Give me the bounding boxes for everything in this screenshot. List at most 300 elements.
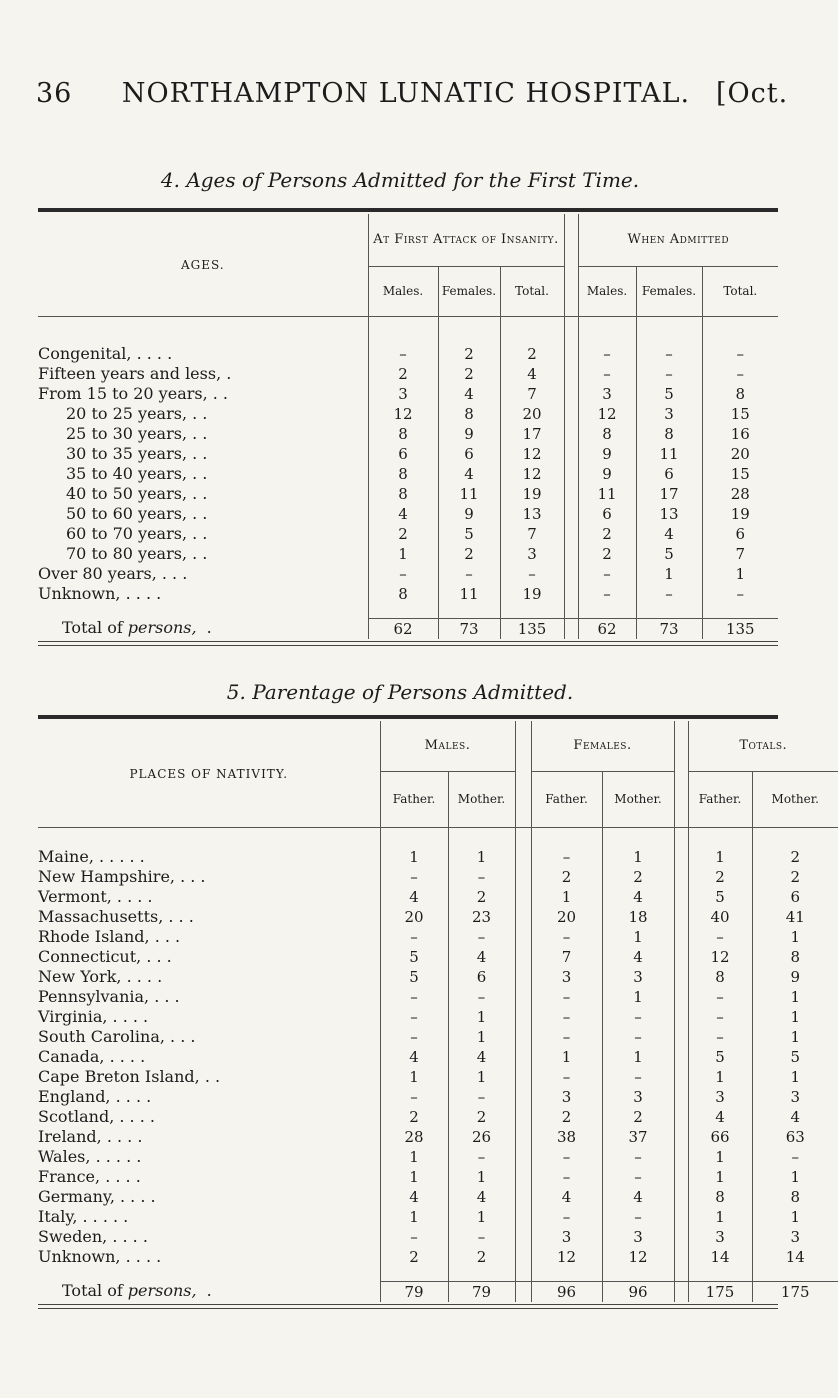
nativity-row: [38, 847, 838, 867]
table-cell: 1: [790, 988, 801, 1006]
table-cell: –: [380, 1007, 448, 1027]
nativity-row: [38, 1107, 838, 1127]
table-cell: 3: [578, 384, 636, 404]
column-gap: [515, 1107, 531, 1127]
table-cell: 7: [500, 524, 564, 544]
table-cell: 4: [438, 464, 500, 484]
table-cell: 1: [448, 847, 515, 867]
table-cell: 2: [438, 544, 500, 564]
table-cell: 11: [438, 584, 500, 604]
table-cell: –: [448, 987, 515, 1007]
table-cell: 20: [531, 907, 602, 927]
row-label: Connecticut, . . .: [38, 947, 172, 966]
table-cell: –: [688, 1007, 752, 1027]
row-label: Maine, . . . . .: [38, 847, 145, 866]
nativity-row: [38, 1007, 838, 1027]
table-cell: 2: [790, 848, 801, 866]
column-gap: [564, 344, 578, 364]
table1-col-header: Females.: [636, 266, 702, 316]
table-cell: 5: [636, 544, 702, 564]
table-cell: 20: [380, 907, 448, 927]
row-label: Wales, . . . . .: [38, 1147, 142, 1166]
nativity-row: [38, 1147, 838, 1167]
table-cell: 175: [688, 1281, 752, 1302]
table-cell: 11: [578, 484, 636, 504]
table-cell: 2: [688, 867, 752, 887]
table-cell: 8: [368, 584, 438, 604]
row-label: France, . . . .: [38, 1167, 141, 1186]
table-cell: –: [688, 927, 752, 947]
table-cell: –: [380, 987, 448, 1007]
column-gap: [674, 907, 688, 927]
column-gap: [674, 1107, 688, 1127]
page-header: [36, 78, 789, 109]
table-cell: 3: [602, 1227, 674, 1247]
row-label: 20 to 25 years, . .: [66, 404, 208, 423]
column-gap: [515, 1167, 531, 1187]
table-cell: 3: [688, 1227, 752, 1247]
row-label: New York, . . . .: [38, 967, 163, 986]
column-gap: [564, 464, 578, 484]
ages-row: [38, 484, 778, 504]
table-cell: 28: [730, 485, 750, 503]
table-cell: –: [368, 344, 438, 364]
table-cell: 1: [448, 1067, 515, 1087]
row-label: 40 to 50 years, . .: [66, 484, 208, 503]
table2-group-totals: Totals.: [688, 721, 838, 771]
table-cell: 12: [500, 464, 564, 484]
nativity-row: [38, 987, 838, 1007]
table-cell: –: [636, 344, 702, 364]
row-label: Cape Breton Island, . .: [38, 1067, 221, 1086]
ages-table: [38, 214, 778, 639]
table-cell: 2: [448, 887, 515, 907]
table-cell: –: [380, 1027, 448, 1047]
table-cell: 5: [790, 1048, 801, 1066]
table-cell: –: [448, 1227, 515, 1247]
table-cell: –: [531, 927, 602, 947]
column-gap: [564, 404, 578, 424]
table-cell: 16: [730, 425, 750, 443]
total-label-part: persons,: [127, 1281, 197, 1301]
table-cell: 2: [531, 867, 602, 887]
ages-row: [38, 564, 778, 584]
ages-row: [38, 404, 778, 424]
table-cell: 6: [438, 444, 500, 464]
row-label: Over 80 years, . . .: [38, 564, 188, 583]
row-label: Fifteen years and less, .: [38, 364, 232, 383]
column-gap: [674, 1127, 688, 1147]
table-cell: 37: [602, 1127, 674, 1147]
column-gap: [564, 544, 578, 564]
table-bottom-rule: [38, 1304, 778, 1309]
table-cell: –: [380, 1227, 448, 1247]
table-cell: 12: [602, 1247, 674, 1267]
table-cell: –: [380, 867, 448, 887]
nativity-row: [38, 1047, 838, 1067]
column-gap: [674, 1067, 688, 1087]
total-label-part: Total of: [62, 618, 123, 638]
table-cell: 13: [636, 504, 702, 524]
column-gap: [674, 1281, 688, 1302]
table-cell: 3: [636, 404, 702, 424]
table-cell: 1: [380, 1147, 448, 1167]
table-cell: –: [578, 364, 636, 384]
table-cell: 1: [790, 1208, 801, 1226]
nativity-row: [38, 1247, 838, 1267]
table2-col-header: Mother.: [602, 771, 674, 827]
table-cell: –: [531, 1147, 602, 1167]
table-cell: 7: [531, 947, 602, 967]
table-cell: 6: [636, 464, 702, 484]
table-cell: –: [531, 1167, 602, 1187]
table-cell: 8: [735, 385, 746, 403]
table-cell: 26: [448, 1127, 515, 1147]
table-cell: 14: [688, 1247, 752, 1267]
column-gap: [564, 584, 578, 604]
column-gap: [515, 1227, 531, 1247]
table2-top-rule: [38, 715, 778, 719]
table-cell: 15: [730, 405, 750, 423]
table-cell: 8: [790, 948, 801, 966]
table1-col-header: Total.: [723, 284, 758, 298]
nativity-row: [38, 907, 838, 927]
nativity-row: [38, 1227, 838, 1247]
column-gap: [564, 484, 578, 504]
column-gap: [515, 887, 531, 907]
table-cell: 9: [438, 504, 500, 524]
table1-group-when-admitted: When Admitted: [578, 214, 778, 266]
table-cell: 66: [688, 1127, 752, 1147]
table-cell: 2: [380, 1107, 448, 1127]
table-cell: 1: [380, 1207, 448, 1227]
table-cell: 135: [500, 618, 564, 639]
table-cell: –: [791, 1148, 799, 1166]
table2-caption: 5. Parentage of Persons Admitted.: [226, 680, 574, 704]
table-cell: 7: [500, 384, 564, 404]
table-cell: 2: [602, 867, 674, 887]
table2-col-header: Mother.: [448, 771, 515, 827]
column-gap: [674, 1247, 688, 1267]
table-cell: –: [368, 564, 438, 584]
column-gap: [564, 444, 578, 464]
total-label: [38, 1281, 380, 1302]
table-cell: 135: [702, 618, 778, 639]
table-cell: 2: [790, 868, 801, 886]
row-label: 35 to 40 years, . .: [66, 464, 208, 483]
column-gap: [674, 1007, 688, 1027]
column-gap: [515, 1047, 531, 1067]
table-cell: –: [578, 564, 636, 584]
nativity-row: [38, 1087, 838, 1107]
table-cell: 79: [448, 1281, 515, 1302]
table-cell: 2: [368, 524, 438, 544]
table-cell: 5: [688, 887, 752, 907]
table-cell: 3: [531, 1087, 602, 1107]
table-cell: 4: [602, 1187, 674, 1207]
table-cell: 3: [500, 544, 564, 564]
table-cell: 2: [368, 364, 438, 384]
nativity-row: [38, 1067, 838, 1087]
table-cell: 19: [730, 505, 750, 523]
table2-group-males: Males.: [380, 721, 515, 771]
column-gap: [674, 1147, 688, 1167]
table-cell: 1: [448, 1207, 515, 1227]
table-cell: 12: [531, 1247, 602, 1267]
table-cell: 4: [380, 1047, 448, 1067]
column-gap: [674, 927, 688, 947]
table-cell: 6: [368, 444, 438, 464]
table-cell: 1: [602, 847, 674, 867]
column-gap: [564, 424, 578, 444]
column-gap: [515, 987, 531, 1007]
table-cell: 3: [368, 384, 438, 404]
table-cell: 20: [500, 404, 564, 424]
table-cell: 2: [380, 1247, 448, 1267]
table-cell: 6: [578, 504, 636, 524]
table-cell: 9: [578, 464, 636, 484]
column-gap: [515, 1127, 531, 1147]
table-cell: 4: [368, 504, 438, 524]
table-cell: 18: [602, 907, 674, 927]
table-cell: 12: [688, 947, 752, 967]
table-cell: 2: [448, 1247, 515, 1267]
table-cell: 8: [438, 404, 500, 424]
parentage-table: [38, 721, 838, 1302]
column-gap: [515, 1067, 531, 1087]
table2-group-females: Females.: [531, 721, 674, 771]
column-gap: [674, 1047, 688, 1067]
row-label: Massachusetts, . . .: [38, 907, 194, 926]
row-label: Italy, . . . . .: [38, 1207, 129, 1226]
column-gap: [674, 847, 688, 867]
table-cell: 5: [380, 967, 448, 987]
nativity-row: [38, 1127, 838, 1147]
table-cell: 2: [578, 524, 636, 544]
column-gap: [515, 927, 531, 947]
table-cell: 3: [688, 1087, 752, 1107]
table-cell: 20: [730, 445, 750, 463]
column-gap: [564, 564, 578, 584]
column-gap: [674, 1227, 688, 1247]
page-number: 36: [36, 78, 73, 109]
table-cell: 5: [636, 384, 702, 404]
table-cell: 1: [636, 564, 702, 584]
table-cell: –: [380, 927, 448, 947]
column-gap: [515, 967, 531, 987]
table-cell: –: [602, 1027, 674, 1047]
table-cell: 1: [448, 1007, 515, 1027]
table-cell: 17: [636, 484, 702, 504]
spacer-row: [38, 604, 778, 618]
table-cell: 4: [448, 947, 515, 967]
row-label: South Carolina, . . .: [38, 1027, 196, 1046]
ages-row: [38, 544, 778, 564]
ages-row: [38, 364, 778, 384]
table-cell: 73: [636, 618, 702, 639]
table-cell: 2: [531, 1107, 602, 1127]
ages-row: [38, 524, 778, 544]
row-label: Rhode Island, . . .: [38, 927, 181, 946]
table-cell: 1: [448, 1027, 515, 1047]
table-cell: 1: [790, 1068, 801, 1086]
table-cell: 40: [688, 907, 752, 927]
table-cell: 1: [790, 1168, 801, 1186]
table-cell: 1: [790, 1008, 801, 1026]
table-cell: 4: [380, 887, 448, 907]
table-cell: –: [448, 927, 515, 947]
table-cell: 19: [500, 584, 564, 604]
table-cell: 4: [602, 947, 674, 967]
row-label: From 15 to 20 years, . .: [38, 384, 229, 403]
table-cell: 2: [578, 544, 636, 564]
table-cell: 8: [688, 1187, 752, 1207]
table-cell: –: [736, 585, 745, 603]
table-cell: 1: [602, 987, 674, 1007]
column-gap: [515, 1247, 531, 1267]
running-month: [Oct.: [716, 78, 789, 109]
table-cell: 73: [438, 618, 500, 639]
table-bottom-rule: [38, 641, 778, 646]
table-cell: 19: [500, 484, 564, 504]
column-gap: [674, 1207, 688, 1227]
table-cell: –: [602, 1007, 674, 1027]
table-cell: –: [636, 584, 702, 604]
table-cell: 1: [380, 1067, 448, 1087]
row-label: New Hampshire, . . .: [38, 867, 206, 886]
table-cell: 6: [448, 967, 515, 987]
table1-row-header: AGES.: [180, 257, 225, 272]
table-cell: 1: [368, 544, 438, 564]
table-cell: 1: [448, 1167, 515, 1187]
column-gap: [674, 1187, 688, 1207]
table-cell: 38: [531, 1127, 602, 1147]
table-cell: 28: [380, 1127, 448, 1147]
row-label: Congenital, . . . .: [38, 344, 173, 363]
table-cell: 2: [438, 364, 500, 384]
column-gap: [515, 947, 531, 967]
table-cell: 3: [790, 1228, 801, 1246]
ages-row: [38, 504, 778, 524]
table-cell: 79: [380, 1281, 448, 1302]
table-cell: 11: [636, 444, 702, 464]
table-cell: 1: [735, 565, 746, 583]
ages-row: [38, 424, 778, 444]
table-cell: 15: [730, 465, 750, 483]
table-cell: 2: [602, 1107, 674, 1127]
column-gap: [674, 887, 688, 907]
nativity-row: [38, 887, 838, 907]
table-cell: –: [448, 1147, 515, 1167]
total-label-part: .: [206, 1281, 212, 1301]
row-label: 30 to 35 years, . .: [66, 444, 208, 463]
row-label: 60 to 70 years, . .: [66, 524, 208, 543]
table-cell: 8: [636, 424, 702, 444]
column-gap: [564, 504, 578, 524]
table-cell: 9: [790, 968, 801, 986]
row-label: Virginia, . . . .: [38, 1007, 149, 1026]
column-gap: [564, 524, 578, 544]
column-gap: [674, 987, 688, 1007]
spacer-row: [38, 1267, 838, 1281]
table-cell: 4: [500, 364, 564, 384]
table-cell: 96: [602, 1281, 674, 1302]
column-gap: [674, 1167, 688, 1187]
table-cell: 62: [368, 618, 438, 639]
table1-group-first-attack: At First Attack of Insanity.: [368, 214, 564, 266]
table-cell: 3: [602, 1087, 674, 1107]
table-cell: 6: [735, 525, 746, 543]
table-cell: 8: [368, 424, 438, 444]
row-label: Unknown, . . . .: [38, 584, 162, 603]
row-label: 70 to 80 years, . .: [66, 544, 208, 563]
table-cell: 41: [785, 908, 805, 926]
table-cell: –: [380, 1087, 448, 1107]
table1-col-header: Total.: [500, 266, 564, 316]
table-cell: 14: [785, 1248, 805, 1266]
table-cell: –: [438, 564, 500, 584]
column-gap: [564, 618, 578, 639]
column-gap: [564, 384, 578, 404]
table-cell: 1: [602, 927, 674, 947]
table-cell: 4: [448, 1047, 515, 1067]
column-gap: [564, 364, 578, 384]
column-gap: [674, 947, 688, 967]
table-cell: 4: [602, 887, 674, 907]
table2-col-header: Father.: [688, 771, 752, 827]
table-cell: 3: [602, 967, 674, 987]
nativity-row: [38, 927, 838, 947]
table-cell: 3: [790, 1088, 801, 1106]
table-cell: –: [602, 1167, 674, 1187]
column-gap: [515, 847, 531, 867]
row-label: Canada, . . . .: [38, 1047, 146, 1066]
table-cell: 1: [688, 847, 752, 867]
column-gap: [515, 1027, 531, 1047]
table-cell: 5: [688, 1047, 752, 1067]
table-cell: 12: [578, 404, 636, 424]
table1-caption: 4. Ages of Persons Admitted for the First Time.: [160, 168, 640, 192]
table1-col-header: Females.: [438, 266, 500, 316]
table1-top-rule: [38, 208, 778, 212]
table-cell: 1: [531, 1047, 602, 1067]
table-cell: 8: [368, 464, 438, 484]
ages-row: [38, 464, 778, 484]
column-gap: [515, 907, 531, 927]
column-gap: [674, 867, 688, 887]
table-cell: –: [578, 344, 636, 364]
table-cell: –: [531, 1067, 602, 1087]
table-cell: 1: [688, 1067, 752, 1087]
table-cell: 4: [688, 1107, 752, 1127]
table-cell: –: [736, 345, 745, 363]
nativity-row: [38, 1187, 838, 1207]
table-cell: 5: [438, 524, 500, 544]
column-gap: [515, 1087, 531, 1107]
table-cell: 63: [785, 1128, 805, 1146]
table-cell: 1: [688, 1167, 752, 1187]
nativity-total-row: [38, 1281, 838, 1302]
row-label: Unknown, . . . .: [38, 1247, 162, 1266]
table-cell: 1: [602, 1047, 674, 1067]
table-cell: 62: [578, 618, 636, 639]
row-label: Ireland, . . . .: [38, 1127, 143, 1146]
table-cell: 8: [688, 967, 752, 987]
row-label: England, . . . .: [38, 1087, 152, 1106]
table-cell: 5: [380, 947, 448, 967]
column-gap: [515, 1147, 531, 1167]
table2-row-header: PLACES OF NATIVITY.: [129, 766, 289, 781]
